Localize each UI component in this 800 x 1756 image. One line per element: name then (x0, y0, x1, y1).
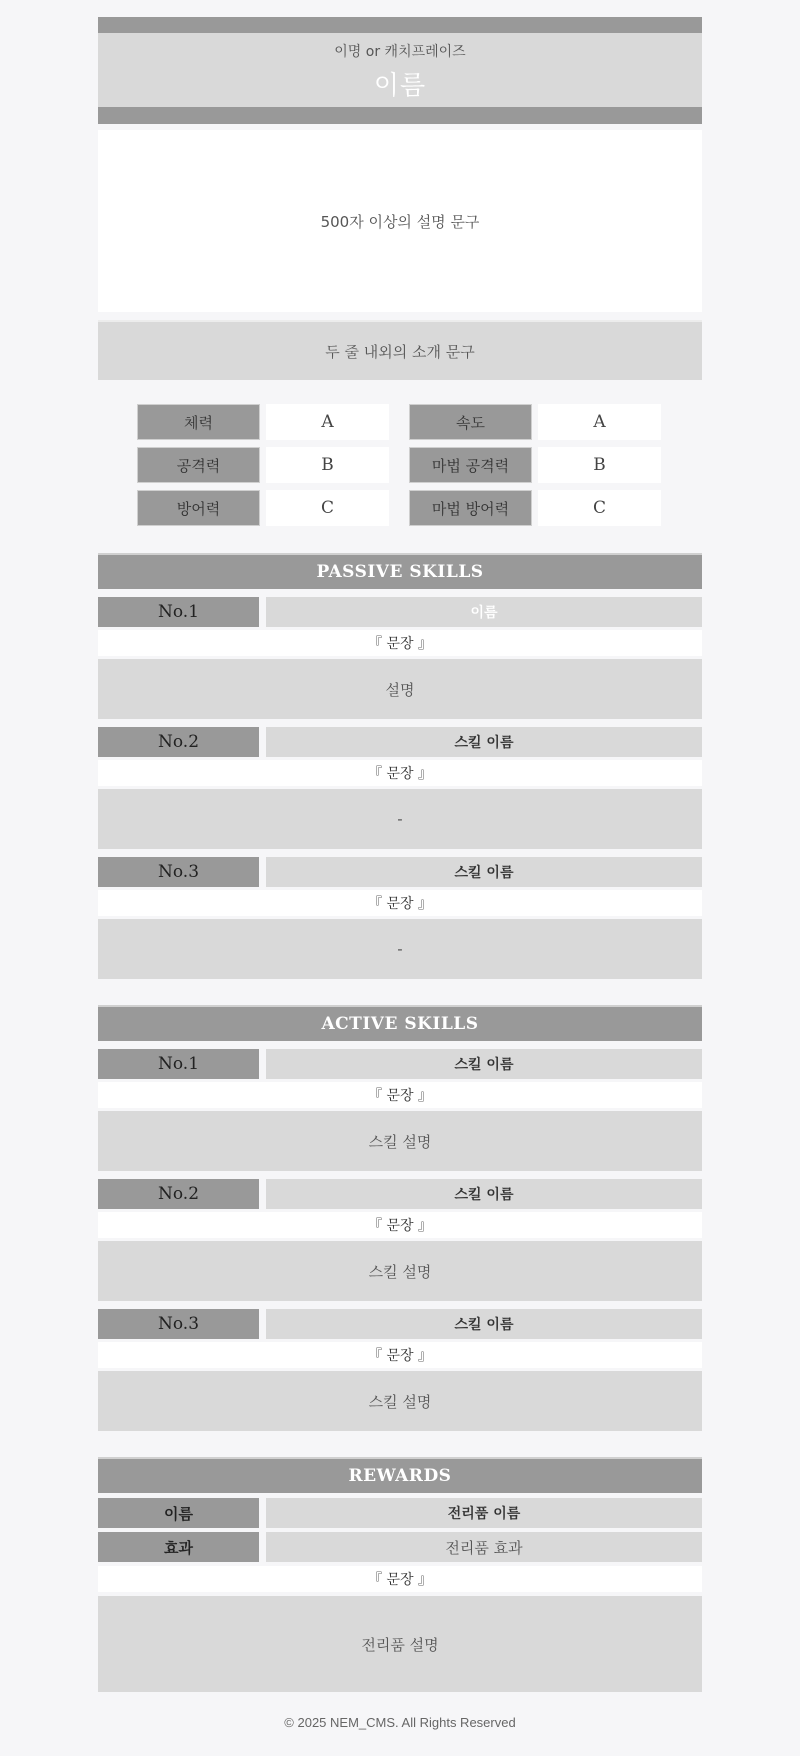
active-skill-1-description: 스킬 설명 (98, 1111, 702, 1171)
passive-skill-3-quote: 『 문장 』 (98, 890, 702, 916)
reward-effect-row (98, 1532, 702, 1562)
active-skill-3-name: 스킬 이름 (266, 1309, 702, 1339)
active-skill-3-number: No.3 (98, 1309, 259, 1339)
reward-quote: 『 문장 』 (98, 1566, 702, 1592)
active-skill-1-number: No.1 (98, 1049, 259, 1079)
header-top-bar (98, 17, 702, 33)
passive-skill-3-name: 스킬 이름 (266, 857, 702, 887)
stat-label-hp: 체력 (137, 404, 260, 440)
stat-value-magic-defense: C (538, 490, 661, 526)
stat-label-speed: 속도 (409, 404, 532, 440)
reward-effect-label: 효과 (98, 1532, 259, 1562)
reward-name-label: 이름 (98, 1498, 259, 1528)
intro-box: 두 줄 내외의 소개 문구 (98, 320, 702, 380)
passive-skill-2-number: No.2 (98, 727, 259, 757)
active-skill-2-header (98, 1179, 702, 1209)
passive-skill-3-number: No.3 (98, 857, 259, 887)
active-skill-2-name: 스킬 이름 (266, 1179, 702, 1209)
active-skill-2-number: No.2 (98, 1179, 259, 1209)
header-subtitle: 이명 or 캐치프레이즈 (334, 43, 466, 60)
reward-name-value: 전리품 이름 (266, 1498, 702, 1528)
passive-skill-2-description: - (98, 789, 702, 849)
active-skill-1-header (98, 1049, 702, 1079)
active-skills-title: ACTIVE SKILLS (98, 1005, 702, 1041)
reward-effect-value: 전리품 효과 (266, 1532, 702, 1562)
active-skill-1-quote: 『 문장 』 (98, 1082, 702, 1108)
passive-skill-1-name: 이름 (266, 597, 702, 627)
stat-label-magic-defense: 마법 방어력 (409, 490, 532, 526)
active-skill-1-name: 스킬 이름 (266, 1049, 702, 1079)
active-skill-3-header (98, 1309, 702, 1339)
passive-skill-1-quote: 『 문장 』 (98, 630, 702, 656)
passive-skill-2-name: 스킬 이름 (266, 727, 702, 757)
stat-value-speed: A (538, 404, 661, 440)
stat-value-hp: A (266, 404, 389, 440)
passive-skill-3-header (98, 857, 702, 887)
stat-label-magic-attack: 마법 공격력 (409, 447, 532, 483)
header-banner (98, 33, 702, 107)
active-skill-3-quote: 『 문장 』 (98, 1342, 702, 1368)
description-box: 500자 이상의 설명 문구 (98, 130, 702, 312)
stat-label-defense: 방어력 (137, 490, 260, 526)
reward-description: 전리품 설명 (98, 1596, 702, 1692)
rewards-title: REWARDS (98, 1457, 702, 1493)
passive-skill-1-description: 설명 (98, 659, 702, 719)
stat-value-defense: C (266, 490, 389, 526)
footer-copyright: © 2025 NEM_CMS. All Rights Reserved (284, 1714, 516, 1730)
active-skill-3-description: 스킬 설명 (98, 1371, 702, 1431)
passive-skill-2-header (98, 727, 702, 757)
stat-value-attack: B (266, 447, 389, 483)
passive-skill-1-header (98, 597, 702, 627)
active-skill-2-description: 스킬 설명 (98, 1241, 702, 1301)
passive-skill-3-description: - (98, 919, 702, 979)
header-bottom-bar (98, 107, 702, 124)
passive-skill-2-quote: 『 문장 』 (98, 760, 702, 786)
stat-label-attack: 공격력 (137, 447, 260, 483)
passive-skills-title: PASSIVE SKILLS (98, 553, 702, 589)
character-name: 이름 (373, 70, 427, 101)
reward-name-row (98, 1498, 702, 1528)
active-skill-2-quote: 『 문장 』 (98, 1212, 702, 1238)
stat-value-magic-attack: B (538, 447, 661, 483)
passive-skill-1-number: No.1 (98, 597, 259, 627)
